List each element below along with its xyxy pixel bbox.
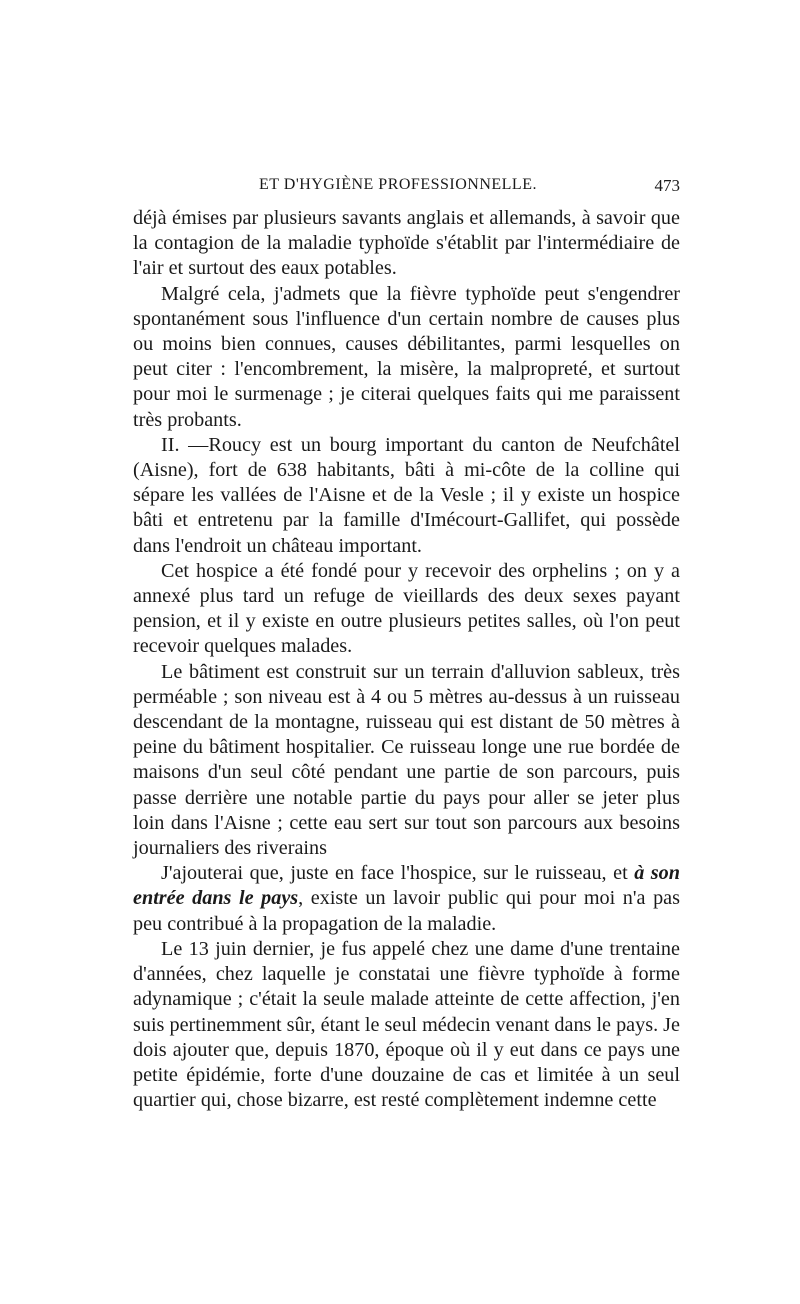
paragraph-text: Le 13 juin dernier, je fus appelé chez une dame d'une trentaine d'années, chez laquelle je constatai une fièvre typhoïde à forme adynamique ; c'était la seule malade atteinte de cette affection, j'en suis pertinemment sûr, étant le seul médecin venant dans le pays. Je dois ajouter que, depuis 1870, époque où il y eut dans ce pays une petite épidémie, forte d'une douzaine de cas et limitée à un seul quartier qui, chose bizarre, est resté complètement indemne cette xyxy=(133,937,680,1112)
paragraph xyxy=(133,433,680,559)
paragraph xyxy=(133,937,680,1113)
paragraph-text: , existe un lavoir public qui pour moi n'a pas peu contribué à la propagation de la maladie. xyxy=(133,887,680,935)
emphasized-text: à son entrée dans le pays xyxy=(133,862,680,910)
paragraph-text: déjà émises par plusieurs savants anglais et allemands, à savoir que la contagion de la maladie typhoïde s'établit par l'intermédiaire de l'air et surtout des eaux potables. xyxy=(133,207,680,280)
body-text xyxy=(133,206,680,1113)
page-number: 473 xyxy=(654,176,680,195)
paragraph-text: Cet hospice a été fondé pour y recevoir des orphelins ; on y a annexé plus tard un refuge de vieillards des deux sexes payant pension, et il y existe en outre plusieurs petites salles, où l'on peut recevoir quelques malades. xyxy=(133,559,680,658)
paragraph-text: II. —Roucy est un bourg important du canton de Neufchâtel (Aisne), fort de 638 habitants, bâti à mi-côte de la colline qui sépare les vallées de l'Aisne et de la Vesle ; il y existe un hospice bâti et entretenu par la famille d'Imécourt-Gallifet, qui possède dans l'endroit un château important. xyxy=(133,433,680,557)
paragraph xyxy=(133,282,680,433)
paragraph xyxy=(133,660,680,862)
paragraph-text: Le bâtiment est construit sur un terrain d'alluvion sableux, très perméable ; son niveau est à 4 ou 5 mètres au-dessus à un ruisseau descendant de la montagne, ruisseau qui est distant de 50 mètres à peine du bâtiment hospitalier. Ce ruisseau longe une rue bordée de maisons d'un seul côté pendant une partie de son parcours, puis passe derrière une notable partie du pays pour aller se jeter plus loin dans l'Aisne ; cette eau sert sur tout son parcours aux besoins journaliers des riverains xyxy=(133,660,680,860)
paragraph-text: Malgré cela, j'admets que la fièvre typhoïde peut s'engendrer spontanément sous l'influence d'un certain nombre de causes plus ou moins bien connues, causes débilitantes, parmi lesquelles on peut citer : l'encombrement, la misère, la malpropreté, et surtout pour moi le surmenage ; je citerai quelques faits qui me paraissent très probants. xyxy=(133,282,680,431)
paragraph xyxy=(133,206,680,282)
running-head: ET D'HYGIÈNE PROFESSIONNELLE. xyxy=(259,176,537,193)
paragraph xyxy=(133,559,680,660)
page-header xyxy=(133,176,680,200)
paragraph xyxy=(133,861,680,937)
paragraph-text: J'ajouterai que, juste en face l'hospice, sur le ruisseau, et xyxy=(161,862,635,885)
